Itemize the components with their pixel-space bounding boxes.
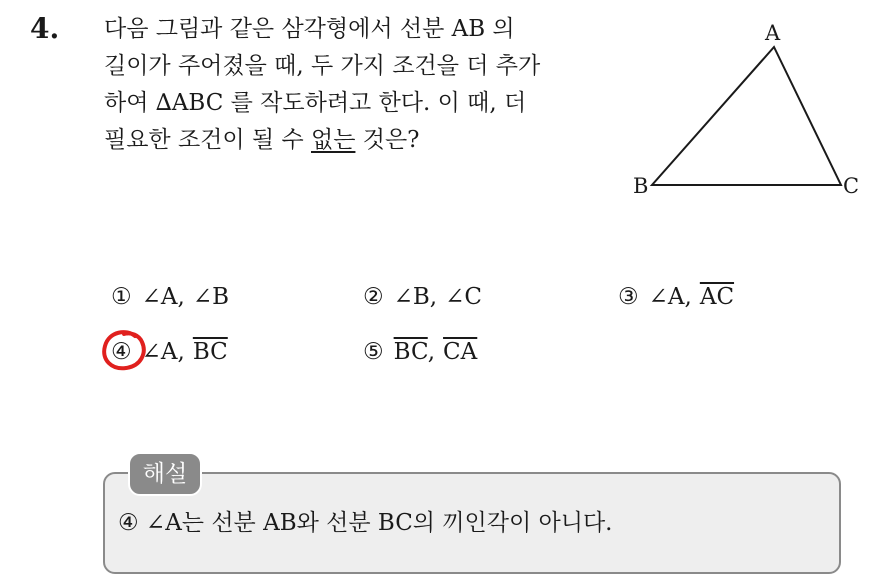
choice-1-term-1: ∠A, [141, 284, 185, 310]
triangle-figure [625, 20, 865, 200]
answer-circle-mark [100, 326, 150, 374]
segment-bc: $\overline{BC}$ [192, 339, 228, 365]
triangle-abc [652, 47, 841, 185]
underlined-word: 없는 [311, 127, 356, 153]
vertex-label-b: B [633, 174, 649, 198]
choice-3[interactable] [618, 282, 734, 312]
choice-2-number: ② [363, 284, 384, 310]
question-number: 4. [30, 12, 60, 45]
choice-2-term-1: ∠B, [393, 284, 438, 310]
choice-5[interactable] [363, 337, 477, 367]
question-line-4-after: 것은? [355, 127, 420, 153]
question-line-1: 다음 그림과 같은 삼각형에서 선분 AB 의 [104, 16, 515, 42]
choice-4-number: ④ [111, 339, 132, 365]
choice-4-term-1: ∠A, [141, 339, 185, 365]
solution-text: ④ ∠A는 선분 AB와 선분 BC의 끼인각이 아니다. [118, 510, 613, 536]
segment-ac: $\overline{AC}$ [699, 284, 735, 310]
vertex-label-a: A [765, 21, 781, 45]
question-line-4-before: 필요한 조건이 될 수 [104, 127, 311, 153]
question-line-3: 하여 ∆ABC 를 작도하려고 한다. 이 때, 더 [104, 90, 527, 116]
choice-1[interactable] [111, 282, 229, 312]
solution-tab: 해설 [128, 452, 202, 496]
question-line-4 [104, 122, 604, 159]
question-line-2: 길이가 주어졌을 때, 두 가지 조건을 더 추가 [104, 53, 541, 79]
choice-5-number: ⑤ [363, 339, 384, 365]
answer-circle-stroke [104, 332, 144, 368]
choice-2-term-2: ∠C [445, 284, 482, 310]
choice-1-number: ① [111, 284, 132, 310]
triangle-svg [625, 20, 865, 200]
question-text [104, 11, 604, 159]
segment-bc-choice-5: $\overline{BC}$ [393, 339, 428, 365]
vertex-label-c: C [843, 174, 860, 198]
choice-1-term-2: ∠B [192, 284, 230, 310]
choice-2[interactable] [363, 282, 482, 312]
segment-ca: $\overline{CA}$ [443, 339, 478, 365]
choice-3-number: ③ [618, 284, 639, 310]
choice-3-term-1: ∠A, [648, 284, 692, 310]
choice-5-term-1: $\overline{BC}$, [393, 339, 436, 365]
